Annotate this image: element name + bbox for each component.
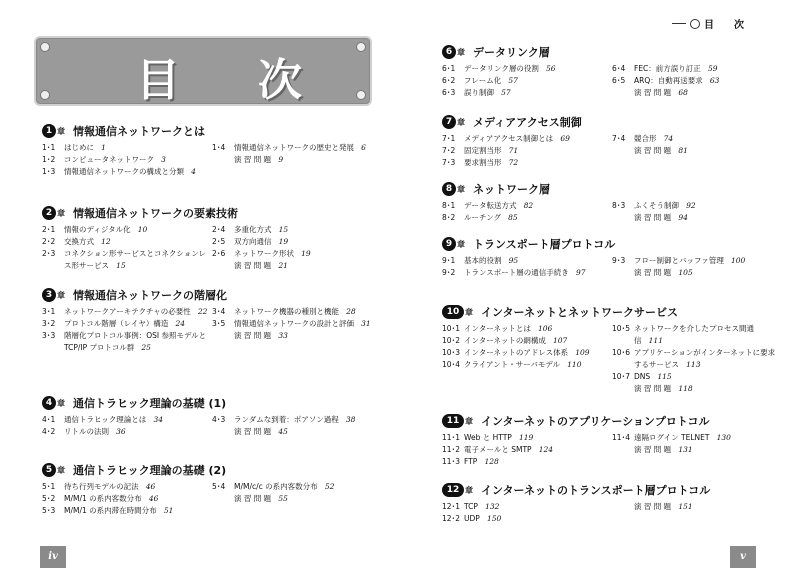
chapter-title[interactable]: 2 章 情報通信ネットワークの要素技術 xyxy=(42,205,382,221)
chapter-title[interactable]: 9 章 トランスポート層プロトコル xyxy=(442,236,782,252)
section-item[interactable]: 10･4 クライアント・サーバモデル 110 xyxy=(442,360,582,369)
chapter-title[interactable]: 3 章 情報通信ネットワークの階層化 xyxy=(42,287,382,303)
section-item[interactable]: 2･5 双方向通信 19 xyxy=(212,237,289,246)
page-number: 68 xyxy=(678,88,688,97)
folio-right: v xyxy=(730,546,756,568)
section-column xyxy=(212,481,382,517)
rivet-icon xyxy=(356,42,366,52)
page-number: 107 xyxy=(552,336,568,345)
page-number: 38 xyxy=(345,415,356,424)
page-number: 24 xyxy=(175,319,186,328)
section-item[interactable]: 10･2 インターネットの網構成 107 xyxy=(442,336,568,345)
section-item[interactable]: 7･3 要求割当形 72 xyxy=(442,158,519,167)
section-item[interactable]: 演 習 問 題 118 xyxy=(634,384,693,393)
section-item[interactable]: 7･2 固定割当形 71 xyxy=(442,146,519,155)
page-number: 81 xyxy=(678,146,688,155)
section-item[interactable]: 6･1 データリンク層の役割 56 xyxy=(442,64,556,73)
chapter xyxy=(442,304,782,395)
page-number: 36 xyxy=(116,427,126,436)
section-item[interactable]: 演 習 問 題 105 xyxy=(634,268,693,277)
section-item[interactable]: 演 習 問 題 21 xyxy=(234,261,288,270)
page-number: 130 xyxy=(716,433,731,442)
section-item[interactable]: 11･3 FTP 128 xyxy=(442,457,499,466)
page-number: 19 xyxy=(278,237,289,246)
section-item[interactable]: 2･2 交換方式 12 xyxy=(42,237,111,246)
section-column xyxy=(442,200,612,224)
section-item[interactable]: 10･5 ネットワークを介したプロセス間通信 111 xyxy=(612,324,754,345)
chapter-title[interactable]: 7 章 メディアアクセス制御 xyxy=(442,114,782,130)
section-column xyxy=(212,306,382,354)
section-item[interactable]: 10･3 インターネットのアドレス体系 109 xyxy=(442,348,590,357)
page-number: 113 xyxy=(686,360,701,369)
page-number: 115 xyxy=(657,372,672,381)
page-number: 46 xyxy=(145,482,156,491)
section-column xyxy=(42,414,212,438)
section-item[interactable]: 演 習 問 題 9 xyxy=(234,155,284,164)
section-item[interactable]: 演 習 問 題 131 xyxy=(634,445,693,454)
section-item[interactable]: 2･4 多重化方式 15 xyxy=(212,225,289,234)
page-number: 59 xyxy=(707,64,718,73)
section-item[interactable]: 11･1 Web と HTTP 119 xyxy=(442,433,534,442)
section-item[interactable]: 12･2 UDP 150 xyxy=(442,514,502,523)
section-item[interactable]: 9･3 フロー制御とバッファ管理 100 xyxy=(612,256,746,265)
section-item[interactable]: 1･1 はじめに 1 xyxy=(42,143,106,152)
section-column xyxy=(42,306,212,354)
chapter xyxy=(442,482,782,525)
page-number: 109 xyxy=(575,348,590,357)
page-number: 51 xyxy=(163,506,174,515)
section-item[interactable]: 1･4 情報通信ネットワークの歴史と発展 6 xyxy=(212,143,366,152)
chapter-number-badge: 3 章 xyxy=(42,288,65,302)
section-item[interactable]: 2･6 ネットワーク形状 19 xyxy=(212,249,311,258)
section-item[interactable]: 5･4 M/M/c/c の系内客数分布 52 xyxy=(212,482,335,491)
section-item[interactable]: 8･2 ルーチング 85 xyxy=(442,213,518,222)
page-number: 10 xyxy=(137,225,148,234)
section-item[interactable]: 4･2 リトルの法則 36 xyxy=(42,427,126,436)
page-number: 45 xyxy=(278,427,288,436)
page-number: 33 xyxy=(278,331,288,340)
chapter-number-badge: 11 章 xyxy=(442,414,473,428)
section-item[interactable]: 12･1 TCP 132 xyxy=(442,502,500,511)
page-number: 95 xyxy=(508,256,519,265)
section-item[interactable]: 11･4 遠隔ログイン TELNET 130 xyxy=(612,433,731,442)
section-column xyxy=(612,63,782,99)
page-number: 28 xyxy=(346,307,356,316)
section-column xyxy=(442,133,612,169)
section-item[interactable]: 7･4 競合形 74 xyxy=(612,134,674,143)
page-number: 72 xyxy=(508,158,519,167)
chapter xyxy=(442,236,782,279)
section-item[interactable]: 演 習 問 題 33 xyxy=(234,331,288,340)
section-column xyxy=(212,224,382,272)
page-number: 4 xyxy=(191,167,196,176)
chapter xyxy=(442,44,782,99)
page-number: 46 xyxy=(148,494,159,503)
running-header-title: 目 次 xyxy=(704,20,744,31)
section-column xyxy=(212,414,382,438)
page-number: 106 xyxy=(537,324,553,333)
section-item[interactable]: 5･1 待ち行列モデルの記法 46 xyxy=(42,482,156,491)
ring-icon xyxy=(690,19,700,29)
section-item[interactable]: 1･2 コンピュータネットワーク 3 xyxy=(42,155,166,164)
section-column xyxy=(442,255,612,279)
chapter-number-badge: 10 章 xyxy=(442,305,473,319)
page-number: 57 xyxy=(508,76,518,85)
chapter xyxy=(42,287,382,354)
chapter xyxy=(442,181,782,224)
section-item[interactable]: 演 習 問 題 55 xyxy=(234,494,288,503)
section-column xyxy=(42,142,212,178)
section-item[interactable]: 9･1 基本的役割 95 xyxy=(442,256,519,265)
section-column xyxy=(442,323,612,395)
section-column xyxy=(442,63,612,99)
section-item[interactable]: 演 習 問 題 45 xyxy=(234,427,288,436)
rivet-icon xyxy=(40,42,50,52)
chapter-number-badge: 2 章 xyxy=(42,206,65,220)
running-header xyxy=(672,16,744,31)
chapter-number-badge: 8 章 xyxy=(442,182,465,196)
chapter-title[interactable]: 4 章 通信トラヒック理論の基礎 (1) xyxy=(42,395,382,411)
section-column xyxy=(612,432,782,468)
chapter xyxy=(442,413,782,468)
page-number: 31 xyxy=(361,319,371,328)
page-number: 74 xyxy=(663,134,674,143)
section-item[interactable]: 2･1 情報のディジタル化 10 xyxy=(42,225,148,234)
page-number: 21 xyxy=(278,261,288,270)
chapter-title[interactable]: 10 章 インターネットとネットワークサービス xyxy=(442,304,782,320)
section-item[interactable]: 5･3 M/M/1 の系内滞在時間分布 51 xyxy=(42,506,174,515)
plate-char-2: 次 xyxy=(258,55,302,106)
section-item[interactable]: 8･1 データ転送方式 82 xyxy=(442,201,534,210)
page-number: 56 xyxy=(546,64,556,73)
chapter-number-badge: 7 章 xyxy=(442,115,465,129)
chapter-number-badge: 6 章 xyxy=(442,45,465,59)
page-number: 111 xyxy=(648,336,663,345)
section-item[interactable]: 8･3 ふくそう制御 92 xyxy=(612,201,696,210)
chapter-number-badge: 5 章 xyxy=(42,463,65,477)
chapter-number-badge: 12 章 xyxy=(442,483,473,497)
section-item[interactable]: 10･6 アプリケーションがインターネットに要求するサービス 113 xyxy=(612,348,776,369)
page-number: 1 xyxy=(101,143,106,152)
page-number: 15 xyxy=(116,261,126,270)
chapter-title[interactable]: 11 章 インターネットのアプリケーションプロトコル xyxy=(442,413,782,429)
page-number: 128 xyxy=(484,457,499,466)
page-number: 12 xyxy=(101,237,111,246)
section-item[interactable]: 6･3 誤り制御 57 xyxy=(442,88,511,97)
section-item[interactable]: 演 習 問 題 81 xyxy=(634,146,688,155)
section-item[interactable]: 3･3 階層化プロトコル事例：OSI 参照モデルと TCP/IP プロトコル群 25 xyxy=(42,331,207,352)
page-number: 34 xyxy=(153,415,163,424)
page-number: 71 xyxy=(508,146,519,155)
chapter xyxy=(42,395,382,438)
section-column xyxy=(612,501,782,525)
page-number: 6 xyxy=(361,143,366,152)
section-column xyxy=(42,224,212,272)
section-item[interactable]: 演 習 問 題 94 xyxy=(634,213,688,222)
section-item[interactable]: 6･5 ARQ：自動再送要求 63 xyxy=(612,76,720,85)
section-item[interactable]: 2･3 コネクション形サービスとコネクションレス形サービス 15 xyxy=(42,249,207,270)
rivet-icon xyxy=(40,90,50,100)
chapter-title[interactable]: 5 章 通信トラヒック理論の基礎 (2) xyxy=(42,462,382,478)
section-item[interactable]: 演 習 問 題 68 xyxy=(634,88,688,97)
page-number: 124 xyxy=(538,445,554,454)
page-number: 110 xyxy=(567,360,582,369)
section-column xyxy=(442,501,612,525)
page-number: 19 xyxy=(301,249,311,258)
section-item[interactable]: 11･2 電子メールと SMTP 124 xyxy=(442,445,554,454)
page-number: 15 xyxy=(278,225,289,234)
section-item[interactable]: 4･1 通信トラヒック理論とは 34 xyxy=(42,415,163,424)
page-number: 97 xyxy=(575,268,586,277)
section-item[interactable]: 6･2 フレーム化 57 xyxy=(442,76,518,85)
page-number: 9 xyxy=(278,155,284,164)
page-number: 132 xyxy=(485,502,500,511)
page-number: 57 xyxy=(501,88,511,97)
page-number: 85 xyxy=(508,213,518,222)
section-item[interactable]: 10･7 DNS 115 xyxy=(612,372,672,381)
section-item[interactable]: 6･4 FEC：前方誤り訂正 59 xyxy=(612,64,718,73)
page-number: 119 xyxy=(518,433,534,442)
section-item[interactable]: 9･2 トランスポート層の通信手続き 97 xyxy=(442,268,586,277)
page-number: 22 xyxy=(197,307,208,316)
section-item[interactable]: 3･1 ネットワークアーキテクチャの必要性 22 xyxy=(42,307,208,316)
page-number: 52 xyxy=(324,482,335,491)
chapter-title[interactable]: 12 章 インターネットのトランスポート層プロトコル xyxy=(442,482,782,498)
chapter-title[interactable]: 8 章 ネットワーク層 xyxy=(442,181,782,197)
chapter-number-badge: 1 章 xyxy=(42,124,65,138)
section-column xyxy=(42,481,212,517)
page-number: 131 xyxy=(678,445,693,454)
page-number: 69 xyxy=(560,134,570,143)
section-item[interactable]: 3･5 情報通信ネットワークの設計と評価 31 xyxy=(212,319,371,328)
page-number: 118 xyxy=(678,384,693,393)
section-column xyxy=(212,142,382,178)
section-column xyxy=(612,133,782,169)
title-plate xyxy=(34,36,372,106)
page-number: 55 xyxy=(278,494,288,503)
section-item[interactable]: 演 習 問 題 151 xyxy=(634,502,693,511)
page-number: 3 xyxy=(161,155,166,164)
section-column xyxy=(442,432,612,468)
section-column xyxy=(612,323,782,395)
page-number: 105 xyxy=(678,268,693,277)
folio-left: iv xyxy=(40,546,66,568)
page-number: 63 xyxy=(709,76,720,85)
section-item[interactable]: 1･3 情報通信ネットワークの構成と分類 4 xyxy=(42,167,196,176)
page-number: 151 xyxy=(678,502,693,511)
chapter-title[interactable]: 1 章 情報通信ネットワークとは xyxy=(42,123,382,139)
section-item[interactable]: 5･2 M/M/1 の系内客数分布 46 xyxy=(42,494,159,503)
section-column xyxy=(612,255,782,279)
section-item[interactable]: 3･4 ネットワーク機器の種別と機能 28 xyxy=(212,307,356,316)
chapter xyxy=(42,462,382,517)
chapter-number-badge: 4 章 xyxy=(42,396,65,410)
page-number: 92 xyxy=(686,201,696,210)
page-number: 82 xyxy=(523,201,534,210)
plate-char-1: 目 xyxy=(136,55,180,106)
page-number: 100 xyxy=(731,256,746,265)
chapter xyxy=(442,114,782,169)
section-item[interactable]: 7･1 メディアアクセス制御とは 69 xyxy=(442,134,570,143)
page-number: 25 xyxy=(141,343,151,352)
chapter-title[interactable]: 6 章 データリンク層 xyxy=(442,44,782,60)
chapter xyxy=(42,123,382,178)
rivet-icon xyxy=(356,90,366,100)
section-item[interactable]: 10･1 インターネットとは 106 xyxy=(442,324,553,333)
section-item[interactable]: 4･3 ランダムな到着：ポアソン過程 38 xyxy=(212,415,356,424)
section-item[interactable]: 3･2 プロトコル階層（レイヤ）構造 24 xyxy=(42,319,186,328)
chapter xyxy=(42,205,382,272)
page-number: 150 xyxy=(486,514,502,523)
section-column xyxy=(612,200,782,224)
chapter-number-badge: 9 章 xyxy=(442,237,465,251)
page-number: 94 xyxy=(678,213,688,222)
